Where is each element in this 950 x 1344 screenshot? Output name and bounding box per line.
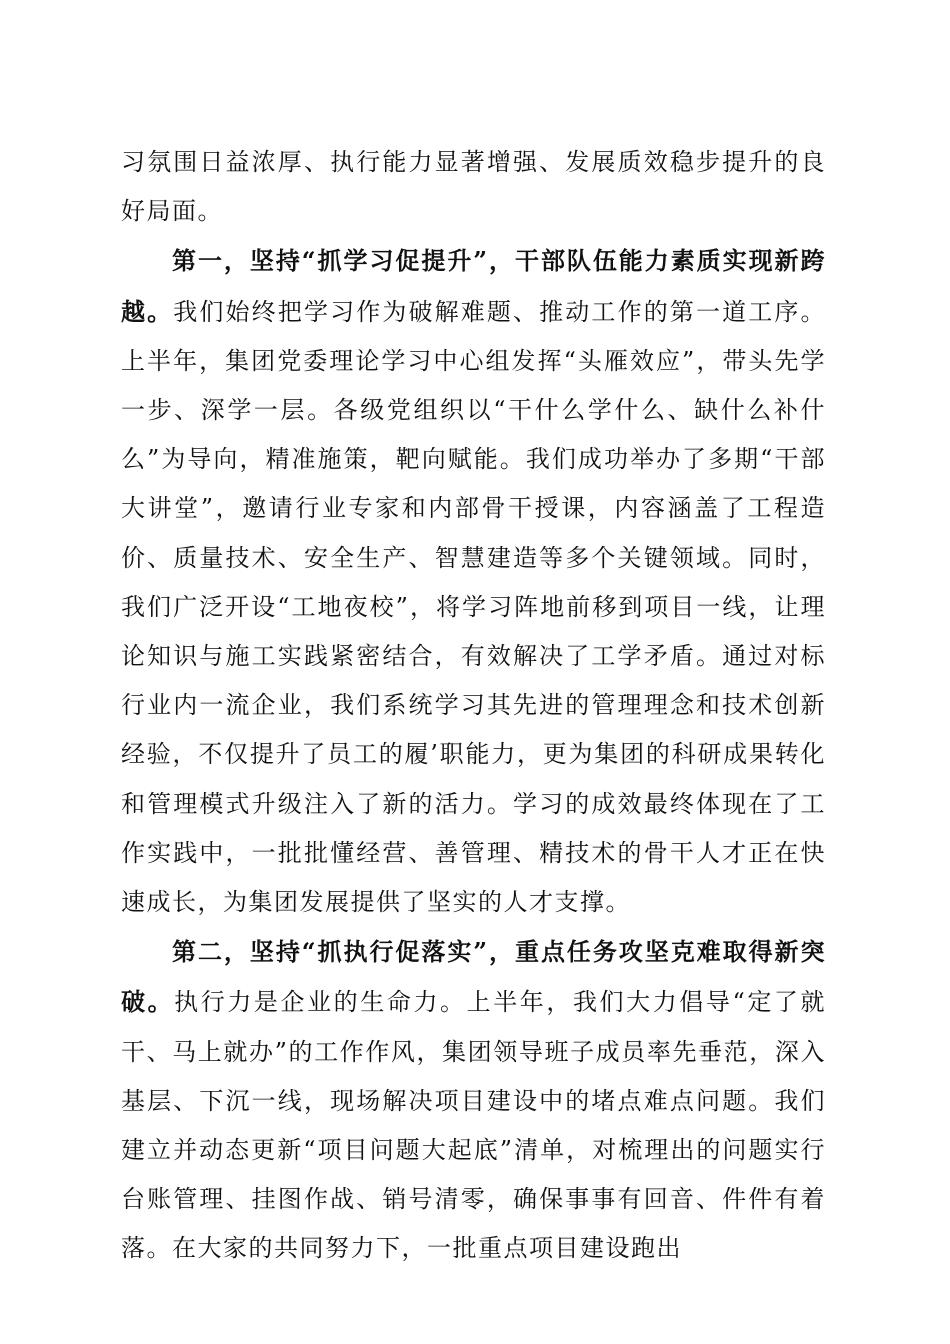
paragraph-text: 习氛围日益浓厚、执行能力显著增强、发展质效稳步提升的良好局面。 <box>121 148 826 226</box>
paragraph-heading: 第二，坚持“抓执行促落实”，重点任务攻坚克难取得新突破。 <box>121 937 826 1017</box>
paragraph-heading: 第一，坚持“抓学习促提升”，干部队伍能力素质实现新跨越。 <box>121 246 826 326</box>
document-body <box>121 138 826 1274</box>
paragraph-text: 执行力是企业的生命力。上半年，我们大力倡导“定了就干、马上就办”的工作作风，集团领导班子成员率先垂范，深入基层、下沉一线，现场解决项目建设中的堵点难点问题。我们建立并动态更新“项目问题大起底”清单，对梳理出的问题实行台账管理、挂图作战、销号清零，确保事事有回音、件件有着落。在大家的共同努力下，一批重点项目建设跑出 <box>121 988 826 1263</box>
paragraph-first-point <box>121 236 826 927</box>
paragraph-text: 我们始终把学习作为破解难题、推动工作的第一道工序。上半年，集团党委理论学习中心组发挥“头雁效应”，带头先学一步、深学一层。各级党组织以“干什么学什么、缺什么补什么”为导向，精准施策，靶向赋能。我们成功举办了多期“干部大讲堂”，邀请行业专家和内部骨干授课，内容涵盖了工程造价、质量技术、安全生产、智慧建造等多个关键领域。同时，我们广泛开设“工地夜校”，将学习阵地前移到项目一线，让理论知识与施工实践紧密结合，有效解决了工学矛盾。通过对标行业内一流企业，我们系统学习其先进的管理理念和技术创新经验，不仅提升了员工的履’职能力，更为集团的科研成果转化和管理模式升级注入了新的活力。学习的成效最终体现在了工作实践中，一批批懂经营、善管理、精技术的骨干人才正在快速成长，为集团发展提供了坚实的人才支撑。 <box>121 297 827 917</box>
paragraph-second-point <box>121 927 826 1273</box>
paragraph-continuation <box>121 138 826 236</box>
